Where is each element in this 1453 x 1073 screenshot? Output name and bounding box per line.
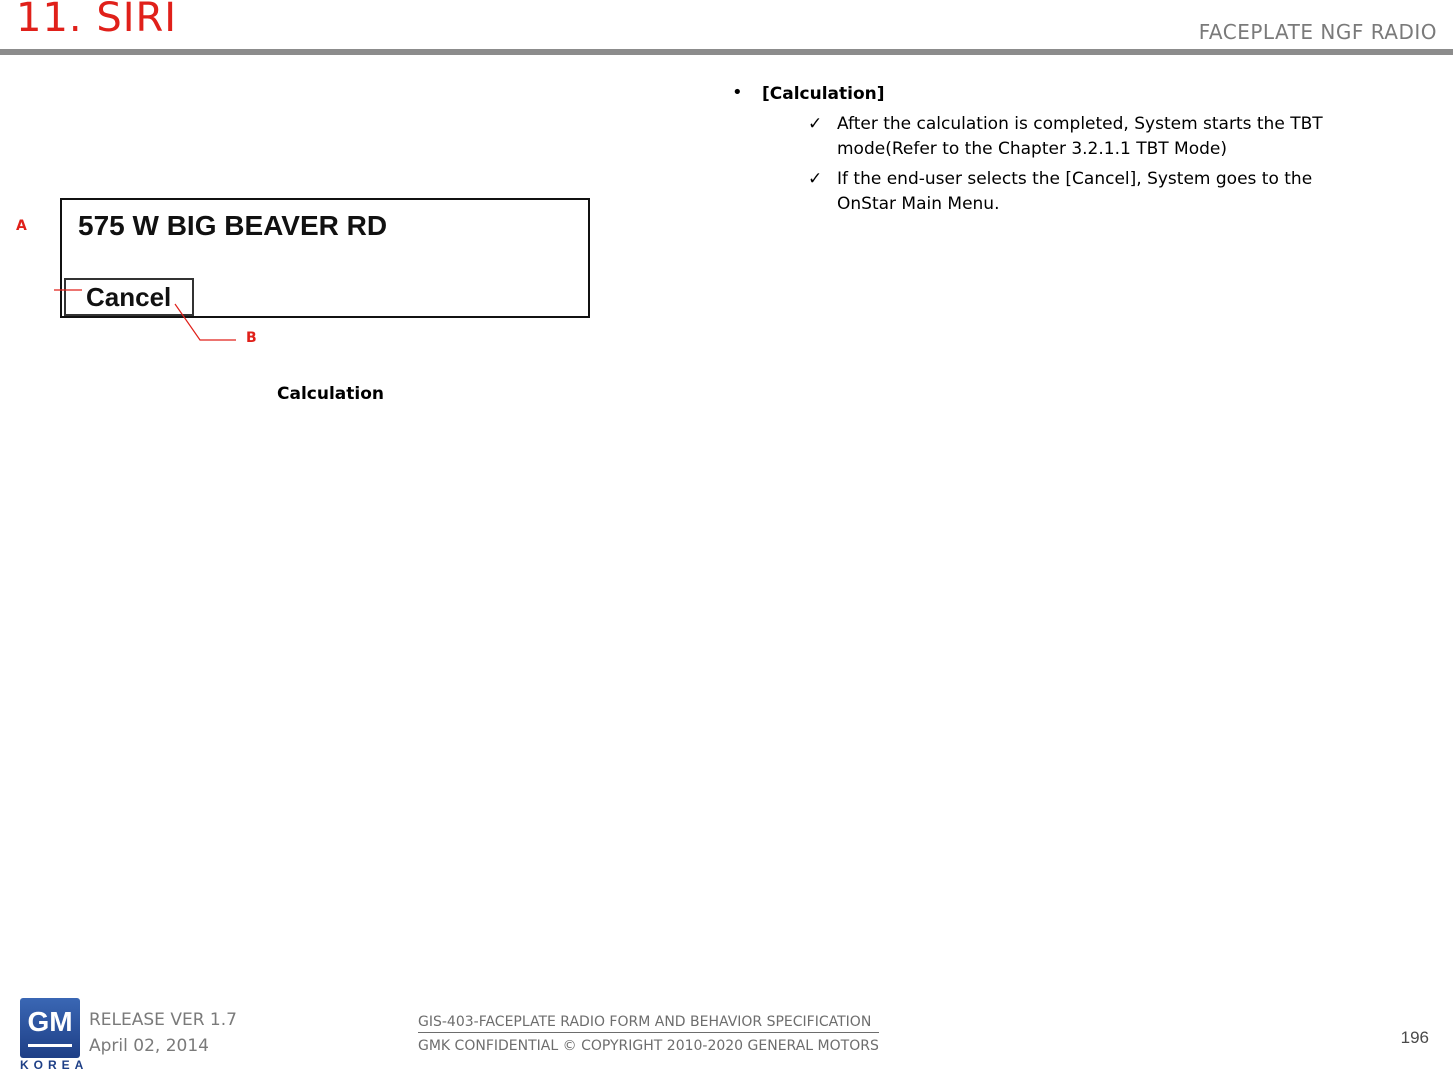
checkmark-icon: ✓: [808, 114, 823, 134]
header-divider: [0, 49, 1453, 55]
destination-address: 575 W BIG BEAVER RD: [78, 210, 388, 241]
release-version: RELEASE VER 1.7: [89, 1010, 237, 1030]
logo-subtitle: KOREA: [20, 1058, 89, 1072]
cancel-button[interactable]: Cancel: [64, 278, 194, 316]
logo-text: GM: [27, 1006, 73, 1037]
list-item-text: After the calculation is completed, System starts the TBT mode(Refer to the Chapter 3.2.1.1 TBT Mode): [837, 114, 1323, 159]
checkmark-icon: ✓: [808, 169, 823, 189]
radio-screen-mockup: [60, 198, 590, 318]
list-item-text: If the end-user selects the [Cancel], System goes to the OnStar Main Menu.: [837, 169, 1313, 214]
section-title: [Calculation]: [762, 84, 885, 104]
callout-label-b: B: [246, 330, 257, 346]
callout-label-a: A: [16, 218, 27, 234]
page-title: 11. SIRI: [16, 0, 178, 41]
figure-caption: Calculation: [277, 384, 384, 404]
gm-logo-icon: [20, 998, 80, 1058]
copyright-notice: GMK CONFIDENTIAL © COPYRIGHT 2010-2020 GENERAL MOTORS: [418, 1038, 879, 1054]
spec-title: GIS-403-FACEPLATE RADIO FORM AND BEHAVIOR SPECIFICATION: [418, 1014, 879, 1033]
page-number: 196: [1400, 1028, 1429, 1047]
document-subtitle: FACEPLATE NGF RADIO: [1198, 20, 1437, 44]
logo-underline: [28, 1044, 72, 1047]
bullet-icon: •: [732, 82, 743, 103]
release-date: April 02, 2014: [89, 1036, 209, 1056]
